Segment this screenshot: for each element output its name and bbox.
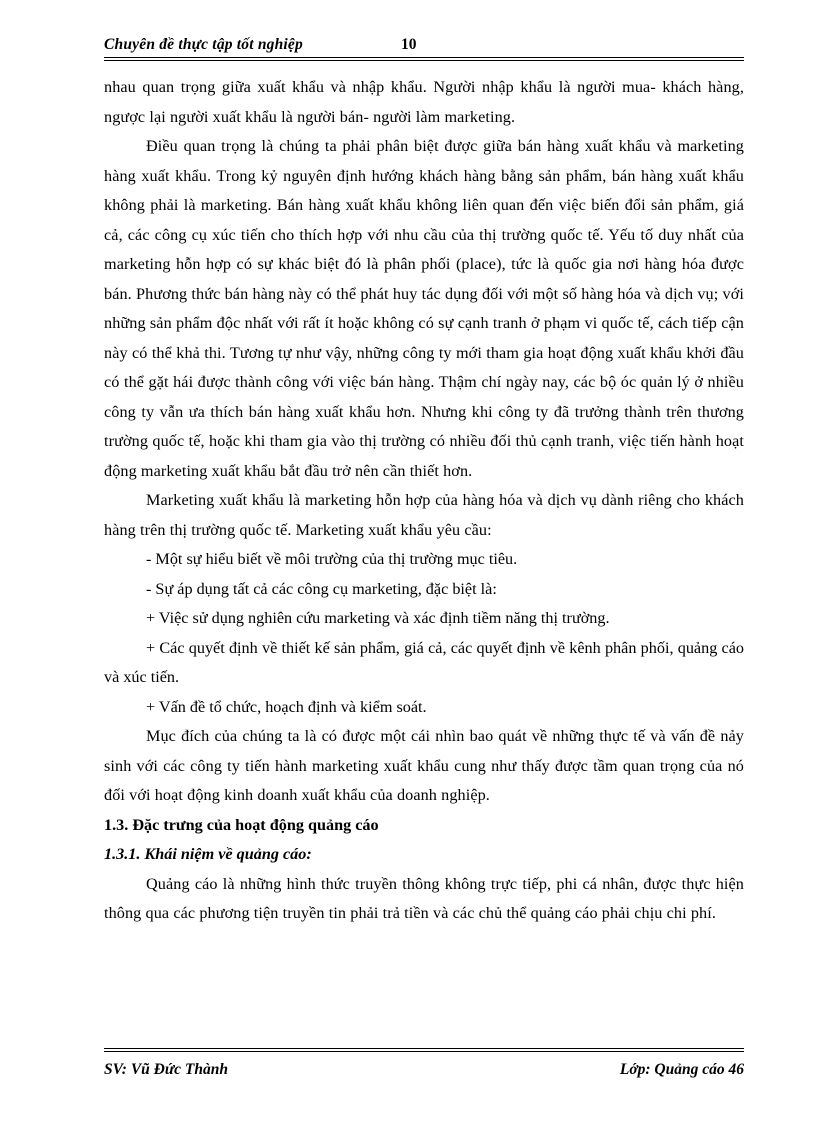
footer-class: Lớp: Quảng cáo 46 [619,1061,744,1079]
list-item: + Vấn đề tổ chức, hoạch định và kiểm soát. [146,697,427,716]
footer-divider [104,1048,744,1052]
list-item: - Sự áp dụng tất cả các công cụ marketing, đặc biệt là: [146,579,497,598]
page-header [104,36,744,56]
header-divider [104,57,744,61]
paragraph-export-marketing: Điều quan trọng là chúng ta phải phân biệt được giữa bán hàng xuất khẩu và marketing hàng xuất khẩu. Trong kỷ nguyên định hướng khách hàng bằng sản phẩm, bán hàng xuất khẩu không phải là marketing. Bán hàng xuất khẩu không liên quan đến việc biến đổi sản phẩm, giá cả, các công cụ xúc tiến cho thích hợp với nhu cầu của thị trường quốc tế. Yếu tố duy nhất của marketing hỗn hợp có sự khác biệt đó là phân phối (place), tức là quốc gia nơi hàng hóa được bán. Phương thức bán hàng này có thể phát huy tác dụng đối với một số hàng hóa và dịch vụ; với những sản phẩm độc nhất với rất ít hoặc không có sự cạnh tranh ở phạm vi quốc tế, cách tiếp cận này có thể khả thi. Tương tự như vậy, những công ty mới tham gia hoạt động xuất khẩu khởi đầu có thể gặt hái được thành công với việc bán hàng. Thậm chí ngày nay, các bộ óc quản lý ở nhiều công ty vẫn ưa thích bán hàng xuất khẩu hơn. Nhưng khi công ty đã trưởng thành trên thương trường quốc tế, hoặc khi tham gia vào thị trường có nhiều đối thủ cạnh tranh, việc tiến hành hoạt động marketing xuất khẩu bắt đầu trở nên cần thiết hơn. [104,137,744,480]
header-title: Chuyên đề thực tập tốt nghiệp [104,36,303,53]
footer-student-name: SV: Vũ Đức Thành [104,1061,228,1079]
page-footer [104,1048,744,1079]
paragraph-export-marketing-definition: Marketing xuất khẩu là marketing hỗn hợp của hàng hóa và dịch vụ dành riêng cho khách hàng trên thị trường quốc tế. Marketing xuất khẩu yêu cầu: [104,491,744,539]
page-content [104,36,744,929]
paragraph-advertising-definition: Quảng cáo là những hình thức truyền thông không trực tiếp, phi cá nhân, được thực hiện thông qua các phương tiện truyền tin phải trả tiền và các chủ thể quảng cáo phải chịu chi phí. [104,874,744,923]
header-page-number: 10 [400,36,417,53]
paragraph-continuation: nhau quan trọng giữa xuất khẩu và nhập khẩu. Người nhập khẩu là người mua- khách hàng, ngược lại người xuất khẩu là người bán- người làm marketing. [104,78,744,126]
list-item: + Các quyết định về thiết kế sản phẩm, giá cả, các quyết định về kênh phân phối, quảng cáo và xúc tiến. [104,638,744,687]
subsection-heading: 1.3.1. Khái niệm về quảng cáo: [104,845,312,864]
section-heading: 1.3. Đặc trưng của hoạt động quảng cáo [104,815,379,834]
paragraph-purpose: Mục đích của chúng ta là có được một cái nhìn bao quát về những thực tế và vấn đề nảy sinh với các công ty tiến hành marketing xuất khẩu cung như thấy được tầm quan trọng của nó đối với hoạt động kinh doanh xuất khẩu của doanh nghiệp. [104,727,744,805]
list-item: - Một sự hiểu biết về môi trường của thị trường mục tiêu. [146,550,518,569]
list-item: + Việc sử dụng nghiên cứu marketing và xác định tiềm năng thị trường. [146,609,610,628]
